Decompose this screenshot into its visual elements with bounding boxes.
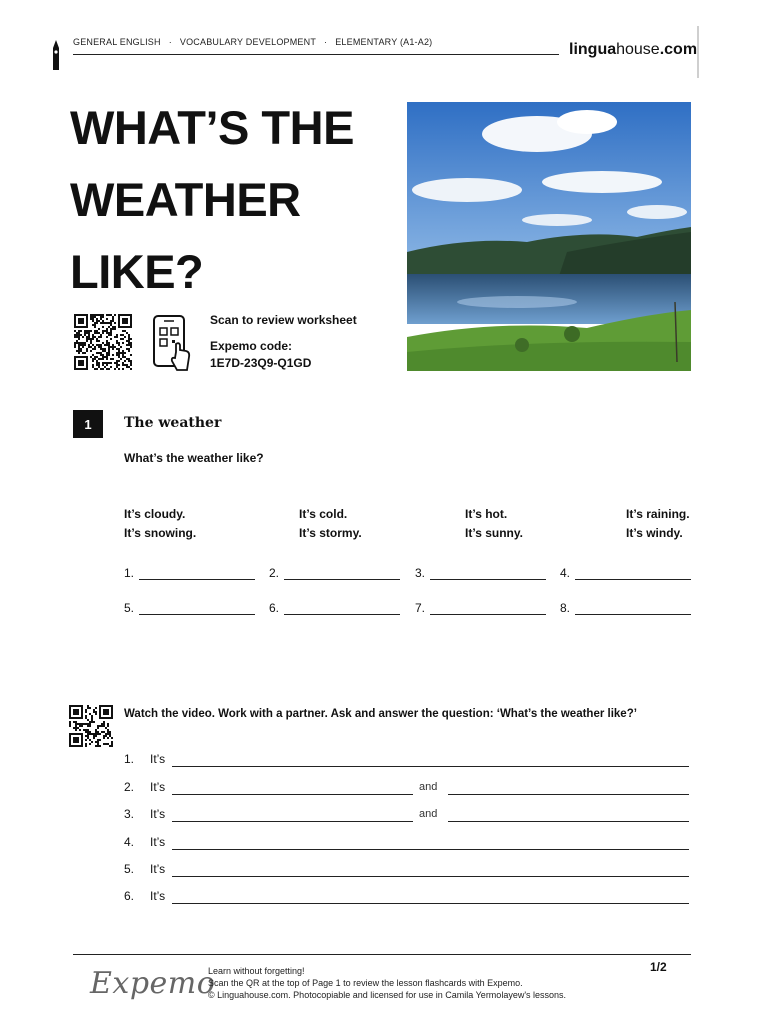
footer-note: Learn without forgetting! Scan the QR at the top of Page 1 to review the lesson flashcards with Expemo. © Linguahouse.com. Photocopiable and licensed for use in Camila Yermolayew's lessons. xyxy=(208,966,567,1000)
answer-line[interactable] xyxy=(172,876,689,877)
header-divider xyxy=(73,54,559,55)
answer-line[interactable] xyxy=(172,903,689,904)
breadcrumb-course: GENERAL ENGLISH xyxy=(73,37,161,47)
answer-number: 1. xyxy=(124,752,135,766)
weather-phrase: It’s windy. xyxy=(626,526,683,540)
answer-line[interactable] xyxy=(172,849,689,850)
answer-blank[interactable] xyxy=(139,614,255,615)
expemo-logo: Expemo xyxy=(90,966,216,1001)
weather-phrase: It’s raining. xyxy=(626,507,690,521)
phone-scan-icon xyxy=(152,314,192,372)
expemo-code-label: Expemo code: xyxy=(210,339,293,353)
answer-prefix: It’s xyxy=(150,807,166,821)
answer-prefix: It’s xyxy=(150,835,166,849)
weather-phrase: It’s stormy. xyxy=(299,526,362,540)
answer-prefix: It’s xyxy=(150,862,166,876)
answer-number: 2. xyxy=(124,780,135,794)
answer-blank[interactable] xyxy=(284,614,400,615)
scan-instruction: Scan to review worksheet xyxy=(210,313,357,327)
answer-prefix: It’s xyxy=(150,780,166,794)
qr-code-icon[interactable] xyxy=(74,314,132,370)
answer-line[interactable] xyxy=(172,766,689,767)
page-number: 1/2 xyxy=(650,960,667,974)
answer-blank[interactable] xyxy=(575,579,691,580)
blank-number: 7. xyxy=(415,601,426,615)
weather-phrase: It’s cold. xyxy=(299,507,348,521)
blank-number: 4. xyxy=(560,566,571,580)
video-qr-code-icon[interactable] xyxy=(69,705,113,747)
blank-number: 8. xyxy=(560,601,571,615)
answer-blank[interactable] xyxy=(575,614,691,615)
weather-phrase: It’s cloudy. xyxy=(124,507,186,521)
answer-number: 5. xyxy=(124,862,135,876)
breadcrumb: GENERAL ENGLISH · VOCABULARY DEVELOPMENT · ELEMENTARY (A1-A2) xyxy=(73,37,433,47)
blank-number: 1. xyxy=(124,566,135,580)
answer-blank[interactable] xyxy=(430,579,546,580)
breadcrumb-level: ELEMENTARY (A1-A2) xyxy=(335,37,433,47)
answer-number: 3. xyxy=(124,807,135,821)
section-question: What’s the weather like? xyxy=(124,451,264,465)
blank-number: 2. xyxy=(269,566,280,580)
answer-prefix: It’s xyxy=(150,752,166,766)
answer-line[interactable] xyxy=(448,794,689,795)
answer-line[interactable] xyxy=(448,821,689,822)
weather-phrase: It’s snowing. xyxy=(124,526,197,540)
expemo-code: 1E7D-23Q9-Q1GD xyxy=(210,356,312,370)
answer-line[interactable] xyxy=(172,794,413,795)
blank-number: 5. xyxy=(124,601,135,615)
breadcrumb-skill: VOCABULARY DEVELOPMENT xyxy=(179,37,317,47)
answer-number: 6. xyxy=(124,889,135,903)
big-ben-icon xyxy=(50,40,62,70)
answer-line[interactable] xyxy=(172,821,413,822)
weather-phrase: It’s hot. xyxy=(465,507,508,521)
landscape-photo xyxy=(407,102,691,371)
answer-connector: and xyxy=(419,781,438,793)
answer-prefix: It’s xyxy=(150,889,166,903)
answer-blank[interactable] xyxy=(284,579,400,580)
section-title: The weather xyxy=(124,415,222,431)
exercise-instruction: Watch the video. Work with a partner. Ask and answer the question: ‘What’s the weather like?’ xyxy=(124,708,637,720)
answer-connector: and xyxy=(419,808,438,820)
brand-logo: linguahouse.com xyxy=(569,41,698,58)
blank-number: 6. xyxy=(269,601,280,615)
weather-phrase: It’s sunny. xyxy=(465,526,524,540)
answer-blank[interactable] xyxy=(139,579,255,580)
scan-info xyxy=(210,312,357,372)
page-title: WHAT’S THE WEATHER LIKE? xyxy=(70,101,354,298)
blank-number: 3. xyxy=(415,566,426,580)
footer-divider xyxy=(73,954,691,955)
section-number-badge: 1 xyxy=(73,410,103,438)
header-vertical-rule xyxy=(697,26,699,78)
answer-number: 4. xyxy=(124,835,135,849)
answer-blank[interactable] xyxy=(430,614,546,615)
